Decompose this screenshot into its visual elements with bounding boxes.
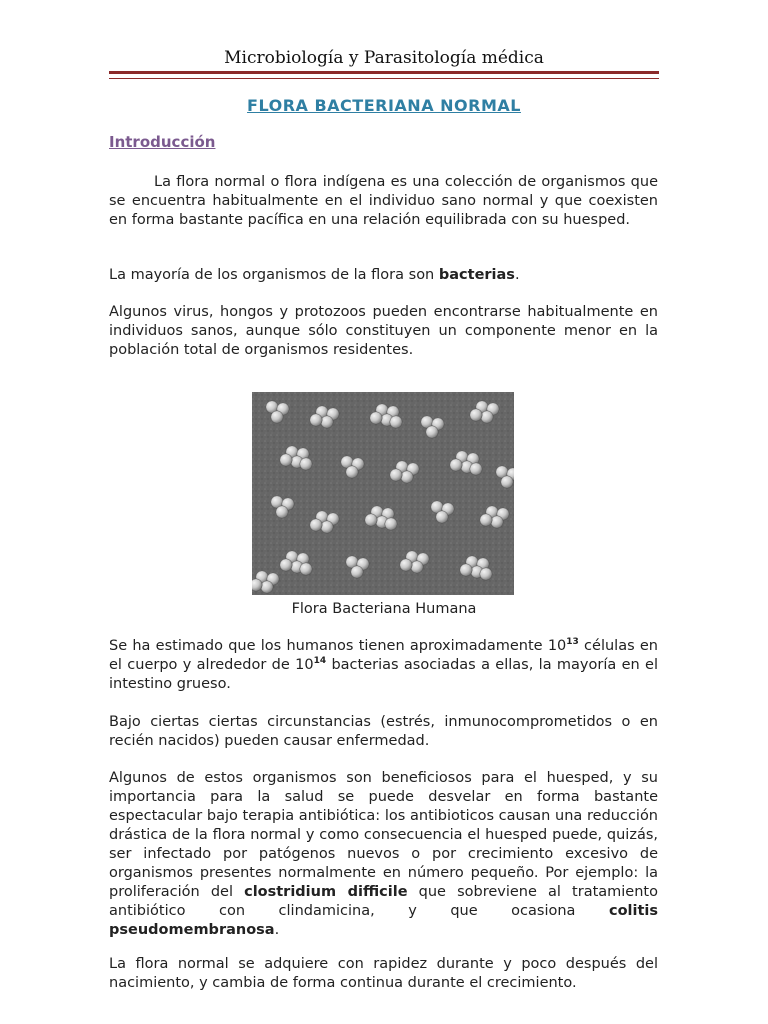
header-divider bbox=[109, 71, 659, 79]
bacterium-cell bbox=[401, 471, 413, 483]
bacterium-cell bbox=[470, 463, 482, 475]
bacterium-cell bbox=[480, 514, 492, 526]
paragraph-2 bbox=[109, 266, 658, 285]
paragraph-2-end: . bbox=[514, 267, 520, 283]
bacterium-cell bbox=[321, 416, 333, 428]
bacterium-cell bbox=[390, 469, 402, 481]
document-title: FLORA BACTERIANA NORMAL bbox=[247, 96, 521, 115]
bacterium-cell bbox=[300, 563, 312, 575]
bacterium-cell bbox=[346, 466, 358, 478]
paragraph-4-b: células en el cuerpo y alrededor de 10 bbox=[109, 638, 658, 673]
paragraph-1: La flora normal o flora indígena es una colección de organismos que se encuentra habitualmente en el individuo sano normal y que coexisten en forma bastante pacífica en una relación equilibrada con su huesped. bbox=[109, 174, 658, 228]
bacterium-cell bbox=[491, 516, 503, 528]
bacterium-cell bbox=[310, 414, 322, 426]
bacterium-cell bbox=[280, 454, 292, 466]
bacterium-cell bbox=[470, 409, 482, 421]
paragraph-4-c: bacterias asociadas a ellas, la mayoría en el intestino grueso. bbox=[109, 657, 658, 692]
bacterium-cell bbox=[426, 426, 438, 438]
bacterium-cell bbox=[351, 566, 363, 578]
bacterium-cell bbox=[460, 564, 472, 576]
bacterium-cell bbox=[370, 412, 382, 424]
paragraph-6-a: Algunos de estos organismos son beneficiosos para el huesped, y su importancia para la salud se puede desvelar en forma bastante espectacular bajo terapia antibiótica: los antibioticos causan una reducción drástica de la flora normal y como consecuencia el huesped puede, quizás, ser infectado por patógenos nuevos o por crecimiento excesivo de organismos presentes normalmente en número pequeño. Por ejemplo: la proliferación del bbox=[109, 770, 658, 900]
paragraph-6-c: . bbox=[274, 922, 280, 938]
bacteria-micrograph-image bbox=[252, 392, 514, 595]
bacterium-cell bbox=[300, 458, 312, 470]
bacterium-cell bbox=[276, 506, 288, 518]
bacterium-cell bbox=[365, 514, 377, 526]
micrograph-svg bbox=[252, 392, 514, 595]
bacterium-cell bbox=[501, 476, 513, 488]
section-heading: Introducción bbox=[109, 133, 216, 151]
bacterium-cell bbox=[280, 559, 292, 571]
colitis-term: colitis pseudomembranosa bbox=[109, 903, 658, 938]
paragraph-4 bbox=[109, 637, 658, 694]
paragraph-4-a: Se ha estimado que los humanos tienen aproximadamente 10 bbox=[109, 638, 567, 654]
bacterium-cell bbox=[252, 579, 262, 591]
header-title: Microbiología y Parasitología médica bbox=[224, 48, 544, 68]
bacterium-cell bbox=[261, 581, 273, 593]
figure-caption: Flora Bacteriana Humana bbox=[291, 601, 477, 617]
bacterium-cell bbox=[481, 411, 493, 423]
clostridium-term: clostridium difficile bbox=[244, 884, 408, 900]
bacterium-cell bbox=[390, 416, 402, 428]
paragraph-7: La flora normal se adquiere con rapidez durante y poco después del nacimiento, y cambia de forma continua durante el crecimiento. bbox=[109, 956, 658, 991]
exponent-14: 14 bbox=[313, 656, 327, 667]
exponent-13: 13 bbox=[566, 637, 579, 648]
bacterium-cell bbox=[310, 519, 322, 531]
paragraph-6 bbox=[109, 769, 658, 940]
paragraph-5: Bajo ciertas ciertas circunstancias (estrés, inmunocomprometidos o en recién nacidos) pueden causar enfermedad. bbox=[109, 714, 658, 749]
bacterium-cell bbox=[436, 511, 448, 523]
paragraph-2-text: La mayoría de los organismos de la flora son bbox=[109, 267, 439, 283]
bacterium-cell bbox=[450, 459, 462, 471]
bacterium-cell bbox=[271, 411, 283, 423]
paragraph-2-bold: bacterias bbox=[438, 267, 515, 283]
paragraph-6-b: que sobreviene al tratamiento antibiótico con clindamicina, y que ocasiona bbox=[109, 884, 658, 919]
bacterium-cell bbox=[480, 568, 492, 580]
paragraph-3: Algunos virus, hongos y protozoos pueden encontrarse habitualmente en individuos sanos, aunque sólo constituyen un componente menor en la población total de organismos residentes. bbox=[109, 304, 658, 358]
bacterium-cell bbox=[321, 521, 333, 533]
bacterium-cell bbox=[411, 561, 423, 573]
bacterium-cell bbox=[400, 559, 412, 571]
bacterium-cell bbox=[385, 518, 397, 530]
